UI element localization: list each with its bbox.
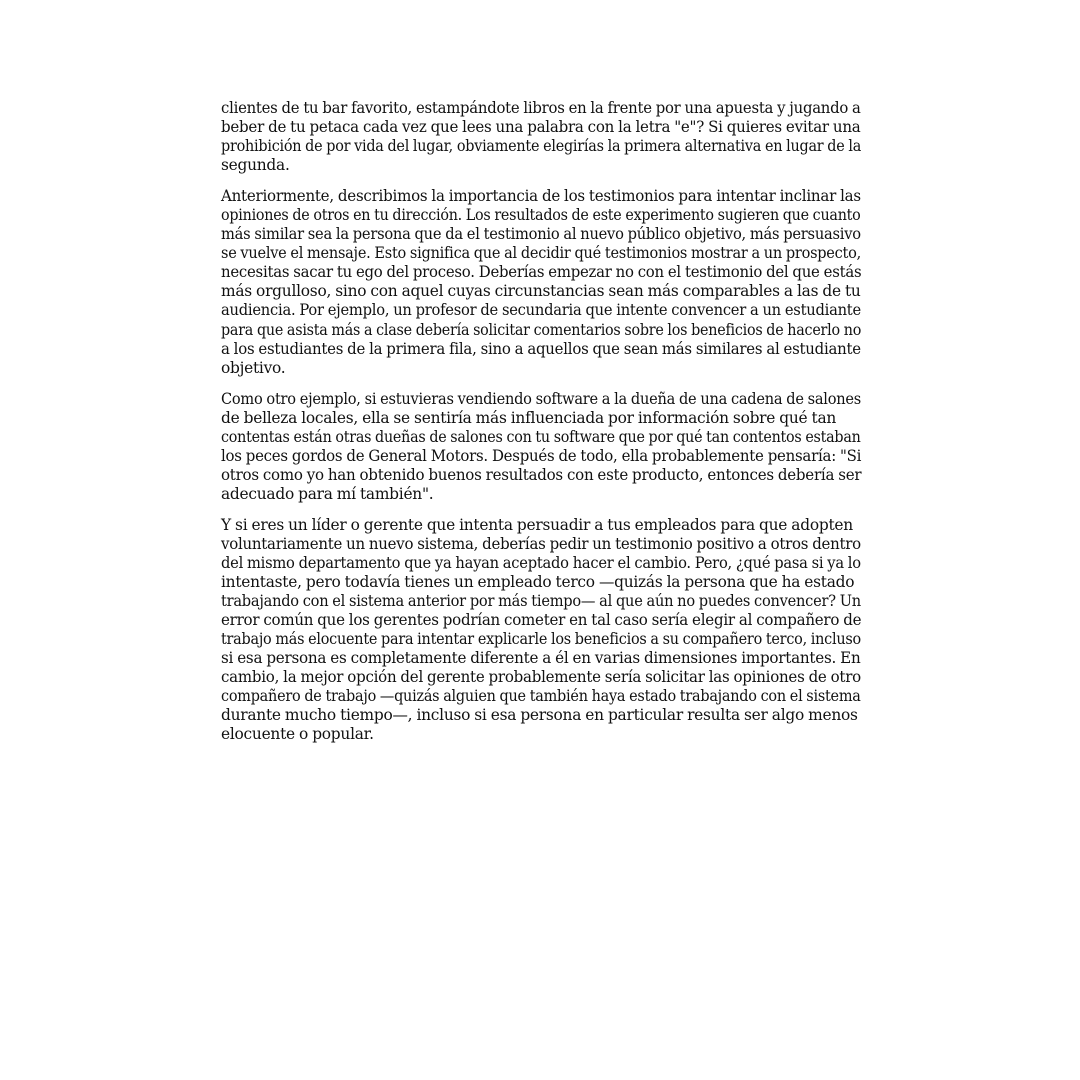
- paragraph-4: [221, 516, 861, 745]
- paragraph-1: [221, 99, 861, 175]
- paragraph-3: [221, 390, 861, 504]
- text-line: cambio, la mejor opción del gerente probablemente sería solicitar las opiniones de otro: [221, 668, 861, 687]
- text-line: clientes de tu bar favorito, estampándote libros en la frente por una apuesta y jugando a: [221, 99, 861, 117]
- text-line: más orgulloso, sino con aquel cuyas circunstancias sean más comparables a las de tu: [221, 282, 861, 301]
- text-line: otros como yo han obtenido buenos resultados con este producto, entonces debería ser: [221, 465, 862, 484]
- body-text: [221, 99, 861, 745]
- text-line: prohibición de por vida del lugar, obviamente elegirías la primera alternativa en lugar de la: [221, 137, 862, 156]
- text-line: del mismo departamento que ya hayan aceptado hacer el cambio. Pero, ¿qué pasa si ya lo: [221, 554, 861, 573]
- text-line: Y si eres un líder o gerente que intenta persuadir a tus empleados para que adopten: [221, 515, 853, 534]
- text-line: a los estudiantes de la primera fila, sino a aquellos que sean más similares al estudiante: [221, 339, 861, 358]
- text-line: trabajo más elocuente para intentar explicarle los beneficios a su compañero terco, incluso: [221, 630, 861, 649]
- paragraph-2: [221, 187, 861, 377]
- text-line: para que asista más a clase debería solicitar comentarios sobre los beneficios de hacerlo no: [221, 320, 862, 339]
- text-line: más similar sea la persona que da el testimonio al nuevo público objetivo, más persuasivo: [221, 225, 861, 244]
- text-line: adecuado para mí también".: [221, 484, 434, 503]
- text-line: audiencia. Por ejemplo, un profesor de secundaria que intente convencer a un estudiante: [221, 301, 861, 320]
- text-line: opiniones de otros en tu dirección. Los resultados de este experimento sugieren que cuanto: [221, 206, 861, 225]
- text-line: de belleza locales, ella se sentiría más influenciada por información sobre qué tan: [221, 408, 837, 427]
- text-line: Anteriormente, describimos la importancia de los testimonios para intentar inclinar las: [221, 187, 861, 206]
- text-line: durante mucho tiempo—, incluso si esa persona en particular resulta ser algo menos: [221, 706, 858, 725]
- text-line: voluntariamente un nuevo sistema, deberías pedir un testimonio positivo a otros dentro: [221, 534, 861, 553]
- text-line: los peces gordos de General Motors. Después de todo, ella probablemente pensaría: "Si: [221, 446, 862, 465]
- text-line: trabajando con el sistema anterior por más tiempo— al que aún no puedes convencer? Un: [221, 592, 861, 611]
- text-line: si esa persona es completamente diferente a él en varias dimensiones importantes. En: [221, 649, 861, 668]
- text-line: necesitas sacar tu ego del proceso. Deberías empezar no con el testimonio del que estás: [221, 263, 862, 282]
- text-line: error común que los gerentes podrían cometer en tal caso sería elegir al compañero de: [221, 611, 862, 630]
- text-line: elocuente o popular.: [221, 725, 374, 744]
- text-line: beber de tu petaca cada vez que lees una palabra con la letra "e"? Si quieres evitar una: [221, 118, 861, 137]
- text-line: intentaste, pero todavía tienes un empleado terco —quizás la persona que ha estado: [221, 573, 855, 592]
- text-line: compañero de trabajo —quizás alguien que también haya estado trabajando con el sistema: [221, 687, 861, 706]
- text-line: segunda.: [221, 156, 290, 175]
- text-line: objetivo.: [221, 358, 286, 377]
- text-line: Como otro ejemplo, si estuvieras vendiendo software a la dueña de una cadena de salones: [221, 389, 861, 408]
- text-line: se vuelve el mensaje. Esto significa que al decidir qué testimonios mostrar a un prospecto,: [221, 244, 861, 263]
- text-line: contentas están otras dueñas de salones con tu software que por qué tan contentos estaban: [221, 427, 861, 446]
